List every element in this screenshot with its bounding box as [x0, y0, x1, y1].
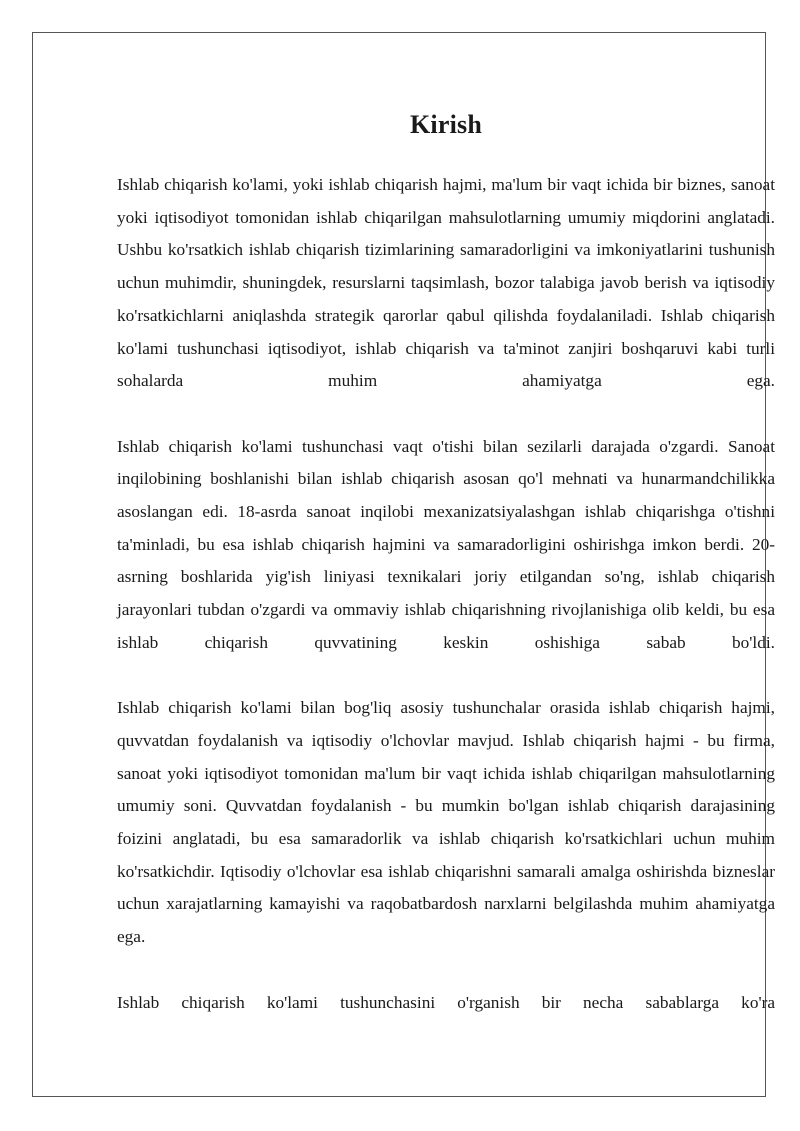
document-page: [32, 32, 775, 1097]
paragraph-1: Ishlab chiqarish ko'lami, yoki ishlab chiqarish hajmi, ma'lum bir vaqt ichida bir biznes, sanoat yoki iqtisodiyot tomonidan ishlab chiqarilgan mahsulotlarning umumiy miqdorini anglatadi. Ushbu ko'rsatkich ishlab chiqarish tizimlarining samaradorligini va imkoniyatlarini tushunish uchun muhimdir, shuningdek, resurslarni taqsimlash, bozor talabiga javob berish va iqtisodiy ko'rsatkichlarni aniqlashda strategik qarorlar qabul qilishda foydalaniladi. Ishlab chiqarish ko'lami tushunchasi iqtisodiyot, ishlab chiqarish va ta'minot zanjiri boshqaruvi kabi turli sohalarda muhim ahamiyatga ega.: [117, 175, 775, 391]
document-title: Kirish: [410, 110, 482, 139]
paragraph-4: Ishlab chiqarish ko'lami tushunchasini o'rganish bir necha sabablarga ko'ra: [117, 992, 775, 1012]
paragraph-3: Ishlab chiqarish ko'lami bilan bog'liq asosiy tushunchalar orasida ishlab chiqarish hajmi, quvvatdan foydalanish va iqtisodiy o'lchovlar mavjud. Ishlab chiqarish hajmi - bu firma, sanoat yoki iqtisodiyot tomonidan ma'lum bir vaqt ichida ishlab chiqarilgan mahsulotlarning umumiy soni. Quvvatdan foydalanish - bu mumkin bo'lgan ishlab chiqarish darajasining foizini anglatadi, bu esa samaradorlik va ishlab chiqarish ko'rsatkichlari uchun muhim ko'rsatkichdir. Iqtisodiy o'lchovlar esa ishlab chiqarishni samarali amalga oshirishda bizneslar uchun xarajatlarning kamayishi va raqobatbardosh narxlarni belgilashda muhim ahamiyatga ega.: [117, 698, 775, 947]
document-body: [117, 105, 775, 1019]
paragraph-2: Ishlab chiqarish ko'lami tushunchasi vaqt o'tishi bilan sezilarli darajada o'zgardi. Sanoat inqilobining boshlanishi bilan ishlab chiqarish asosan qo'l mehnati va hunarmandchilikka asoslangan edi. 18-asrda sanoat inqilobi mexanizatsiyalashgan ishlab chiqarishga o'tishni ta'minladi, bu esa ishlab chiqarish hajmini va samaradorligini oshirishga imkon berdi. 20-asrning boshlarida yig'ish liniyasi texnikalari joriy etilgandan so'ng, ishlab chiqarish jarayonlari tubdan o'zgardi va ommaviy ishlab chiqarishning rivojlanishiga olib keldi, bu esa ishlab chiqarish quvvatining keskin oshishiga sabab bo'ldi.: [117, 436, 775, 652]
